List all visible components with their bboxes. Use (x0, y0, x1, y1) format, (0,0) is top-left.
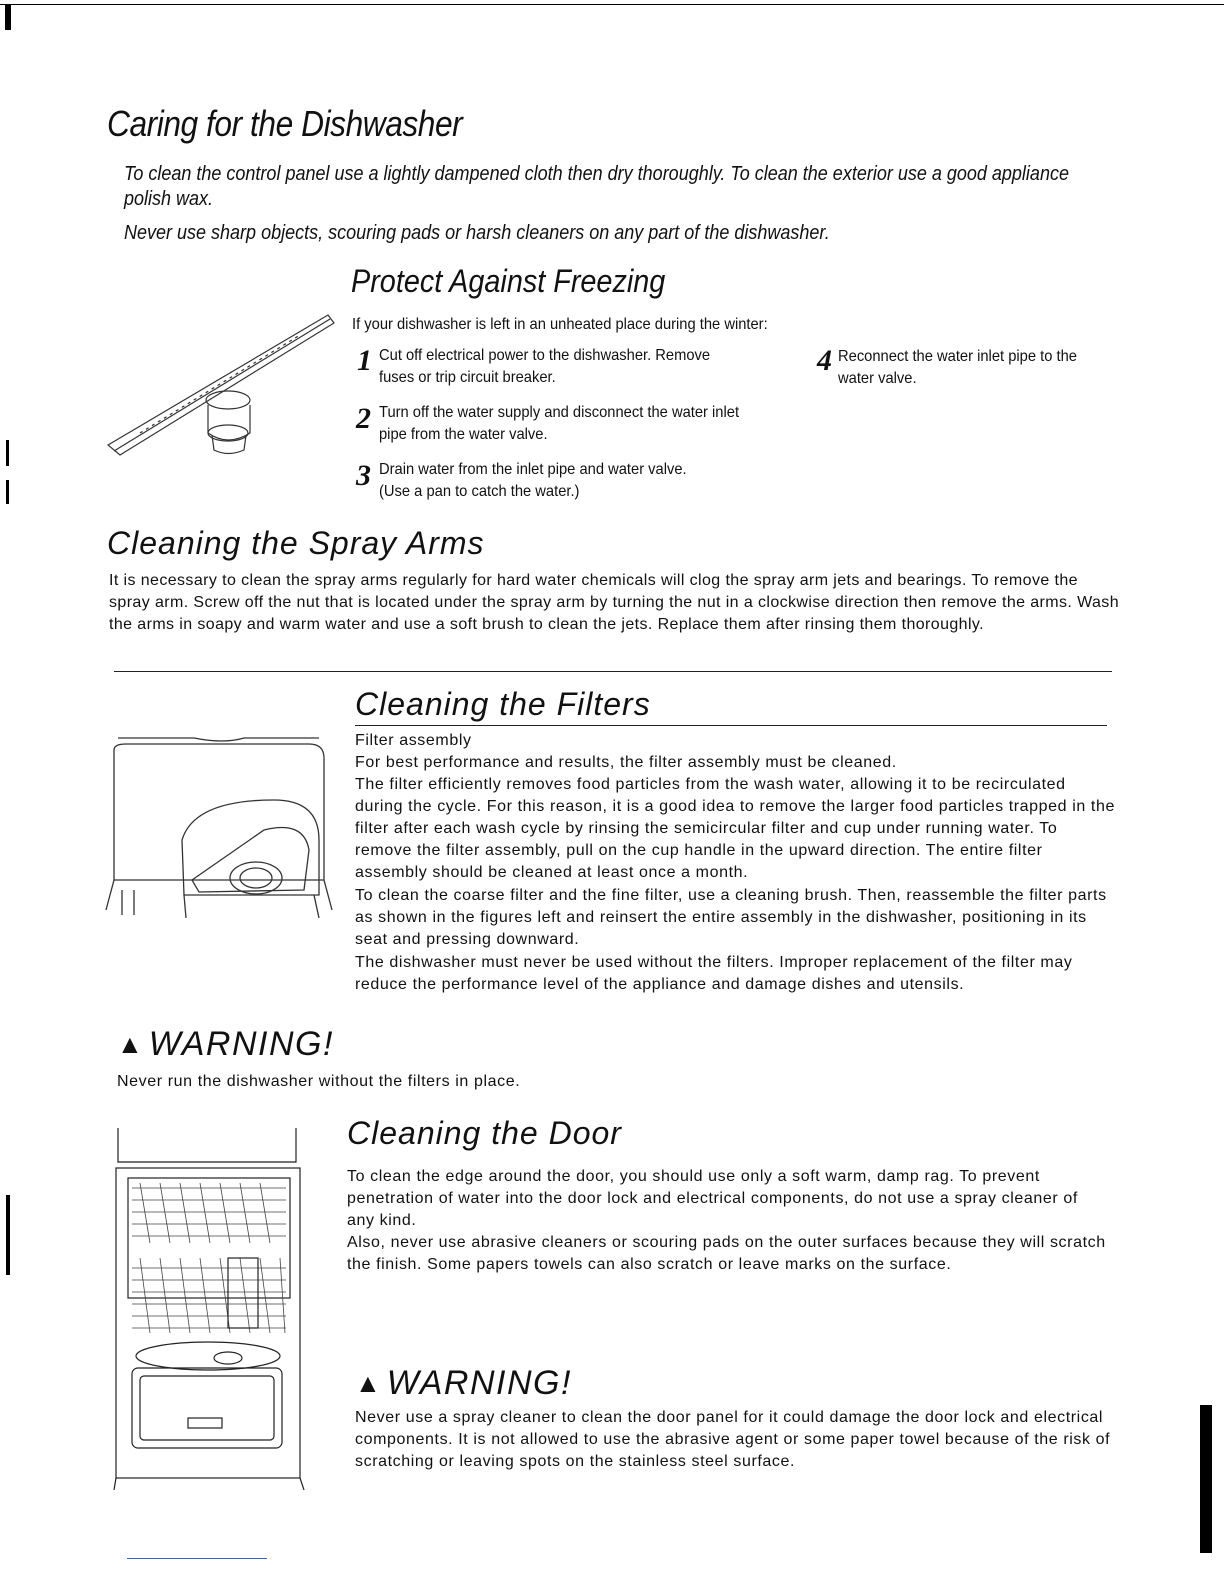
door-p2: Also, never use abrasive cleaners or scouring pads on the outer surfaces because they will scratch the finish. Some papers towels can also scratch or leave marks on the surface. (347, 1234, 1106, 1273)
filters-heading: Cleaning the Filters (355, 686, 651, 722)
scan-mark-left1 (6, 440, 9, 466)
step-2-number: 2 (356, 402, 371, 435)
scan-mark-right (1200, 1405, 1212, 1553)
section-divider (114, 671, 1112, 672)
filters-p2: For best performance and results, the filter assembly must be cleaned. (355, 754, 897, 771)
filter-assembly-illustration (104, 730, 339, 920)
bottom-link-rule (127, 1558, 267, 1559)
filters-p1: Filter assembly (355, 732, 472, 749)
door-p1: To clean the edge around the door, you should use only a soft warm, damp rag. To prevent penetration of water into the door lock and electrical components, do not use a spray cleaner of any kind. (347, 1168, 1078, 1229)
intro-line-1: To clean the control panel use a lightly dampened cloth then dry thoroughly. To clean the exterior use a good appliance polish wax. (124, 163, 1069, 210)
warning-1-heading (117, 1025, 334, 1064)
door-heading: Cleaning the Door (347, 1115, 622, 1151)
step-1-text: Cut off electrical power to the dishwasher. Remove fuses or trip circuit breaker. (379, 347, 711, 386)
spray-text: It is necessary to clean the spray arms regularly for hard water chemicals will clog the spray arm jets and bearings. To remove the spray arm. Screw off the nut that is located under the spray arm by turning the nut in a clockwise direction then remove the arms. Wash the arms in soapy and warm water and use a soft brush to clean the jets. Replace them after rinsing them thoroughly. (109, 572, 1120, 633)
warning-triangle-icon: ▲ (355, 1368, 381, 1398)
step-2-text: Turn off the water supply and disconnect the water inlet pipe from the water valve. (379, 404, 740, 443)
spray-arm-illustration (100, 305, 340, 465)
spray-heading: Cleaning the Spray Arms (107, 525, 485, 561)
scan-border-top (0, 4, 1224, 5)
step-4-number: 4 (817, 344, 832, 377)
filters-p5: The dishwasher must never be used without the filters. Improper replacement of the filter may reduce the performance level of the appliance and damage dishes and utensils. (355, 954, 1073, 993)
page-title: Caring for the Dishwasher (107, 103, 463, 144)
filters-p3: The filter efficiently removes food particles from the wash water, allowing it to be recirculated during the cycle. For this reason, it is a good idea to remove the larger food particles trapped in the filter after each wash cycle by rinsing the semicircular filter and cup under running water. To remove the filter assembly, pull on the cup handle in the upward direction. The entire filter assembly should be cleaned at least once a month. (355, 776, 1115, 881)
intro-line-2: Never use sharp objects, scouring pads or harsh cleaners on any part of the dishwasher. (124, 222, 830, 244)
scan-mark-topleft (5, 4, 11, 30)
scan-mark-left2 (6, 480, 9, 504)
step-4-text: Reconnect the water inlet pipe to the water valve. (838, 348, 1077, 387)
warning-1-text: Never run the dishwasher without the filters in place. (117, 1073, 521, 1090)
warning-2-text: Never use a spray cleaner to clean the door panel for it could damage the door lock and electrical components. It is not allowed to use the abrasive agent or some paper towel because of the risk of scratching or leaving spots on the stainless steel surface. (355, 1409, 1111, 1470)
freezing-heading: Protect Against Freezing (351, 263, 666, 299)
warning-triangle-icon: ▲ (117, 1029, 143, 1059)
freezing-lead: If your dishwasher is left in an unheated place during the winter: (352, 316, 768, 333)
scan-mark-left3 (6, 1195, 10, 1275)
filters-heading-rule (355, 725, 1107, 726)
step-1-number: 1 (357, 344, 372, 377)
warning-2-heading (355, 1364, 572, 1403)
step-3-number: 3 (356, 459, 371, 492)
step-3-text: Drain water from the inlet pipe and water valve. (Use a pan to catch the water.) (379, 461, 687, 500)
dishwasher-door-illustration (110, 1128, 305, 1490)
filters-p4: To clean the coarse filter and the fine filter, use a cleaning brush. Then, reassemble the filter parts as shown in the figures left and reinsert the entire assembly in the dishwasher, positioning in its seat and pressing downward. (355, 887, 1107, 948)
warning-1-label: WARNING! (148, 1025, 334, 1063)
warning-2-label: WARNING! (386, 1364, 572, 1402)
